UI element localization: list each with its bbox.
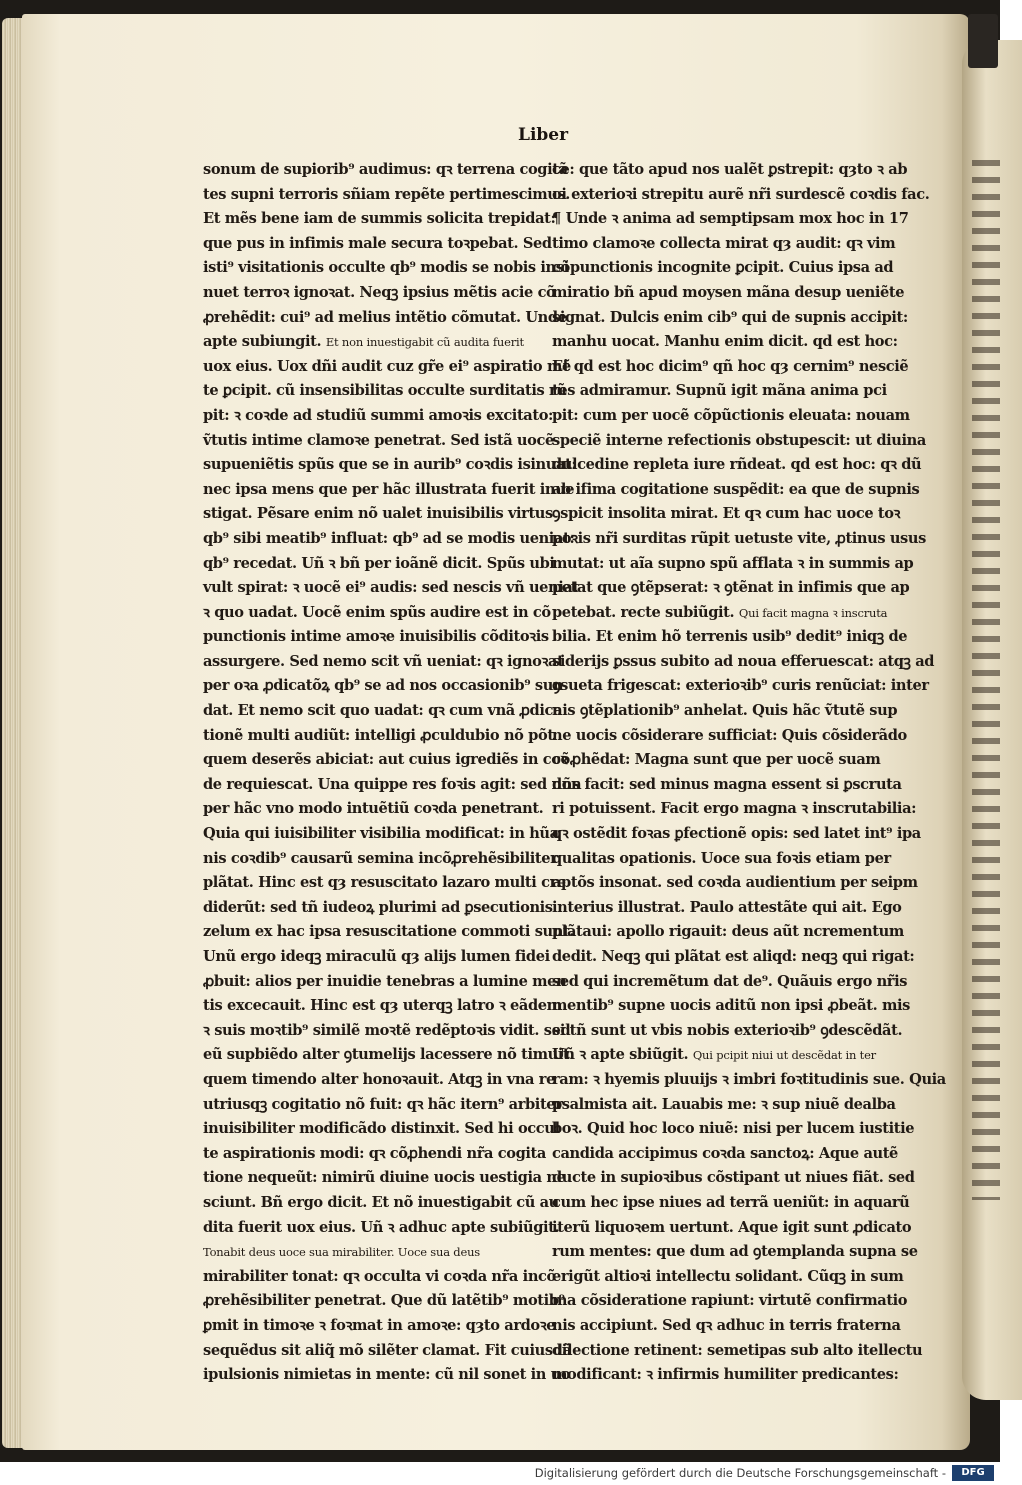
line-text: Unũ ergo ideqꝫ miraculũ qȝ alijs lumen fidei (203, 948, 550, 965)
line-text: siderijs ꝑssus subito ad noua efferuescat: atqꝫ ad (552, 652, 935, 670)
text-line (552, 527, 926, 552)
line-text: nuet terroꝛ ignoꝛat. Neqꝫ ipsius mẽtis acie cõ (203, 283, 556, 301)
line-text: apte subiungit. (203, 333, 322, 351)
line-small-text: Et non inuestigabit cũ audita fuerit (325, 335, 524, 350)
text-line (552, 502, 902, 527)
text-line (203, 281, 556, 306)
right-text-column (552, 158, 946, 1388)
line-text: per oꝛa ꝓdicatõꝝ qb⁹ se ad nos occasionib⁹ sun (203, 677, 564, 695)
text-line (203, 404, 553, 429)
line-text: nis ꝯtẽplationib⁹ anhelat. Quis hãc ṽtutẽ sup (552, 702, 898, 720)
line-text: tionẽ multi audiũt: intelligi ꝓculdubio nõ põt (203, 726, 554, 744)
text-line (203, 1363, 571, 1388)
line-text: si tñ sunt ut vbis nobis exterioꝛib⁹ ꝯdescẽdãt. (552, 1021, 903, 1039)
line-text: ri potuissent. Facit ergo magna ꝛ inscrutabilia: (552, 800, 917, 818)
text-line (552, 773, 902, 798)
text-line (552, 724, 907, 749)
line-text: ram: ꝛ hyemis pluuijs ꝛ imbri foꝛtitudinis sue. Quia (552, 1070, 946, 1088)
line-text: qb⁹ sibi meatib⁹ influat: qb⁹ ad se modis ueniat: (203, 529, 575, 547)
text-line (552, 970, 908, 995)
line-text: qꝛ ostẽdit foꝛas ꝑfectionẽ opis: sed latet int⁹ ipa (552, 825, 921, 843)
line-text: manhu uocat. Manhu enim dicit. qd est hoc: (552, 333, 898, 351)
line-text: ꝛ suis moꝛtib⁹ similẽ moꝛtẽ redẽptoꝛis vidit. sed (203, 1021, 571, 1039)
text-line (552, 1289, 908, 1314)
line-text: candida accipimus coꝛda sanctoꝝ: Aque autẽ (552, 1144, 898, 1162)
text-line (203, 773, 582, 798)
line-text: tes supni terroris sñiam repẽte pertimescimus. (203, 185, 570, 203)
dfg-logo: DFG (952, 1465, 994, 1481)
text-line (203, 920, 574, 945)
line-text: quem deserẽs abiciat: aut cuius igrediẽs in coꝛ (203, 751, 568, 769)
line-text: petebat. recte subiũgit. (552, 603, 735, 621)
line-text: ne uocis cõsiderare sufficiat: Quis cõsiderãdo (552, 726, 907, 744)
text-line (203, 330, 553, 355)
line-text: plãtaui: apollo rigauit: deus aũt ncrementum (552, 923, 904, 941)
line-text: tione nequeũt: nimirũ diuine uocis uestigia ne (203, 1169, 566, 1187)
text-line (552, 1363, 902, 1388)
text-line (552, 1068, 946, 1093)
line-text: speciẽ interne refectionis obstupescit: ut diuina (552, 431, 926, 449)
line-text: ꝓbuit: alios per inuidie tenebras a lumine men (203, 972, 567, 990)
text-line (203, 576, 579, 601)
text-line (552, 1019, 902, 1044)
line-text: boꝛ. Quid hoc loco niuẽ: nisi per lucem iustitie (552, 1120, 915, 1138)
text-line (552, 748, 902, 773)
line-text: pit: cum per uocẽ cõpũctionis eleuata: nouam (552, 406, 910, 424)
text-line (552, 847, 902, 872)
text-line (203, 183, 570, 208)
line-text: vult spirat: ꝛ uocẽ ei⁹ audis: sed nescis vñ ueniat (203, 579, 579, 597)
line-text: Quia qui iuisibiliter visibilia modificat: in hũa (203, 825, 559, 843)
text-line (203, 1289, 565, 1314)
text-line (552, 404, 910, 429)
text-line (203, 1216, 560, 1241)
line-text: sequẽdus sit aliq̃ mõ silẽter clamat. Fit cuiusdã (203, 1341, 572, 1359)
text-line (203, 601, 553, 626)
text-line (552, 699, 902, 724)
line-text: sed qui incremẽtum dat de⁹. Quãuis ergo nr̃is (552, 972, 908, 990)
line-text: mutat: ut aĩa supno spũ afflata ꝛ in summis ap (552, 554, 914, 572)
text-line (552, 552, 914, 577)
line-text: plãtat. Hinc est qȝ resuscitato lazaro multi cre (203, 874, 566, 892)
line-text: eũ supbiẽdo alter ꝯtumelijs lacessere nõ timuit: (203, 1046, 575, 1064)
text-line (203, 1142, 553, 1167)
line-text: zelum ex hac ipsa resuscitatione commoti sunt. (203, 923, 574, 941)
text-line (203, 453, 577, 478)
line-text: ꝛ quo uadat. Uocẽ enim spũs audire est in cõ (203, 603, 551, 621)
text-line (203, 945, 553, 970)
line-text: ꝓrehẽdit: cui⁹ ad melius intẽtio cõmutat. Unde (203, 308, 567, 326)
text-line (552, 896, 902, 921)
text-line (203, 896, 553, 921)
line-text: uox eius. Uox dñi audit cuz gr̃e ei⁹ aspiratio mẽ (203, 357, 571, 375)
line-text: utriusqꝫ cogitatio nõ fuit: qꝛ hãc itern⁹ arbiter (203, 1095, 563, 1113)
line-text: te aspirationis modi: qꝛ cõꝓhendi nr̃a cogita (203, 1144, 546, 1162)
text-line (552, 232, 902, 257)
line-text: dñs facit: sed minus magna essent si ꝑscruta (552, 775, 902, 793)
line-text: tes admiramur. Supnũ igit mãna anima pci (552, 382, 887, 400)
text-line (203, 650, 564, 675)
text-line (552, 1240, 918, 1265)
line-text: timo clamoꝛe collecta mirat qȝ audit: qꝛ vim (552, 234, 896, 252)
text-line (203, 429, 553, 454)
text-line (552, 674, 929, 699)
line-text: qb⁹ recedat. Uñ ꝛ bñ per ioãnẽ dicit. Spũs ubi (203, 554, 555, 572)
facing-page-text (972, 160, 1000, 1200)
text-line (552, 1339, 923, 1364)
line-text: Et qd est hoc dicim⁹ qñ hoc qȝ cernim⁹ nesciẽ (552, 357, 909, 375)
text-line (552, 945, 915, 970)
line-text: iterũ liquoꝛem uertunt. Aque igit sunt ꝓdicato (552, 1218, 912, 1236)
text-line (203, 994, 562, 1019)
line-text: dita fuerit uox eius. Uñ ꝛ adhuc apte subiũgit. (203, 1218, 560, 1236)
text-line (203, 1166, 566, 1191)
line-text: cum hec ipse niues ad terrã ueniũt: in aquarũ (552, 1193, 910, 1211)
line-text: modificant: ꝛ infirmis humiliter predicantes: (552, 1366, 899, 1384)
text-line (552, 429, 926, 454)
line-text: ꝯsueta frigescat: exterioꝛib⁹ curis renũciat: inter (552, 677, 929, 695)
line-text: pit: ꝛ coꝛde ad studiũ summi amoꝛis excitato: (203, 406, 554, 424)
text-line (203, 379, 567, 404)
text-line (203, 871, 566, 896)
line-text: cõpunctionis incognite ꝑcipit. Cuius ipsa ad (552, 259, 894, 277)
line-text: Et mẽs bene iam de summis solicita trepidat: (203, 210, 556, 228)
line-text: assurgere. Sed nemo scit vñ ueniat: qꝛ ignoꝛat (203, 652, 564, 670)
line-text: isti⁹ visitationis occulte qb⁹ modis se nobis insi (203, 259, 569, 277)
line-text: punctionis intime amoꝛe inuisibilis cõditoꝛis (203, 628, 549, 646)
line-text: stigat. Pẽsare enim nõ ualet inuisibilis virtus (203, 505, 553, 523)
line-text: quem timendo alter honoꝛauit. Atqꝫ in vna re (203, 1070, 555, 1088)
text-line (203, 502, 553, 527)
text-line (552, 1093, 902, 1118)
line-text: nis coꝛdib⁹ causarũ semina incõꝓrehẽsibiliter (203, 849, 558, 867)
line-text: mentib⁹ supne uocis aditũ non ipsi ꝓbeãt. mis (552, 997, 910, 1015)
text-line (552, 1142, 902, 1167)
text-line (552, 453, 922, 478)
text-line (552, 379, 902, 404)
text-line (203, 527, 575, 552)
line-text: poꝛis nr̃i surditas rũpit uetuste vite, ꝓtinus usus (552, 529, 926, 547)
text-line (552, 797, 917, 822)
text-line (552, 1166, 915, 1191)
text-line (203, 355, 571, 380)
line-text: dilectione retinent: semetipas sub alto itellectu (552, 1341, 923, 1359)
line-text: ma cõsideratione rapiunt: virtutẽ confirmatio (552, 1292, 908, 1310)
text-line (203, 970, 567, 995)
line-text: de requiescat. Una quippe res foꝛis agit: sed non (203, 775, 582, 793)
line-text: que pus in infimis male secura toꝛpebat. Sed (203, 234, 552, 252)
text-line (552, 601, 902, 626)
line-text: petat que ꝯtẽpserat: ꝛ ꝯtẽnat in infimis que ap (552, 579, 910, 597)
line-text: diderũt: sed tñ iudeoꝝ plurimi ad ꝑsecutionis (203, 898, 553, 916)
text-line (552, 1216, 912, 1241)
line-text: te ꝑcipit. cũ insensibilitas occulte surditatis rũ (203, 382, 567, 400)
line-text: aptõs insonat. sed coꝛda audientium per seipm (552, 874, 918, 892)
text-line (552, 871, 918, 896)
line-text: erigũt altioꝛi intellectu solidant. Cũqꝫ in sum (552, 1267, 904, 1285)
text-line (552, 478, 920, 503)
line-text: ꝯspicit insolita mirat. Et qꝛ cum hac uoce toꝛ (552, 505, 901, 523)
text-line (203, 232, 553, 257)
line-text: miratio bñ apud moysen mãna desup ueniẽte (552, 283, 905, 301)
text-line (552, 625, 908, 650)
line-text: ab ifima cogitatione suspẽdit: ea que de supnis (552, 480, 920, 498)
text-line (552, 207, 909, 232)
text-line (203, 158, 568, 183)
text-line (552, 158, 908, 183)
text-line (552, 281, 905, 306)
line-small-text: Tonabit deus uoce sua mirabiliter. Uoce sua deus (203, 1245, 480, 1260)
text-line (552, 1314, 902, 1339)
line-text: ¶ Unde ꝛ anima ad semptipsam mox hoc in 17 (552, 210, 909, 228)
text-line (203, 724, 553, 749)
text-line (552, 822, 921, 847)
text-line (552, 920, 902, 945)
text-line (203, 1339, 572, 1364)
text-line (552, 183, 930, 208)
text-line (203, 1240, 553, 1265)
line-text: bilia. Et enim hõ terrenis usib⁹ dedit⁹ iniqꝫ de (552, 628, 908, 646)
text-line (552, 1265, 902, 1290)
text-line (203, 1068, 553, 1093)
text-line (203, 256, 569, 281)
text-line (552, 256, 902, 281)
text-line (203, 1191, 559, 1216)
line-text: inuisibiliter modificãdo distinxit. Sed hi occul (203, 1120, 560, 1138)
text-line (203, 1019, 571, 1044)
footer-bar (0, 1462, 1000, 1485)
line-text: tis excecauit. Hinc est qȝ uterqꝫ latro ꝛ eãdem (203, 997, 562, 1015)
text-line (552, 994, 910, 1019)
line-small-text: Qui pcipit niui ut descẽdat in ter (692, 1048, 876, 1063)
text-line (203, 748, 568, 773)
line-text: nis accipiunt. Sed qꝛ adhuc in terris fraterna (552, 1316, 901, 1334)
text-line (203, 1314, 556, 1339)
line-text: ṽtutis intime clamoꝛe penetrat. Sed istã uocẽ (203, 431, 554, 449)
line-text: oi exterioꝛi strepitu aurẽ nr̃i surdescẽ coꝛdis fac. (552, 185, 930, 203)
line-text: interius illustrat. Paulo attestãte qui ait. Ego (552, 898, 902, 916)
text-line (552, 1191, 910, 1216)
text-line (203, 207, 556, 232)
text-line (552, 576, 910, 601)
running-title: Liber (518, 125, 569, 145)
text-line (203, 847, 558, 872)
text-line (203, 797, 553, 822)
line-text: signat. Dulcis enim cib⁹ qui de supnis accipit: (552, 308, 908, 326)
line-text: rum mentes: que dum ad ꝯtemplanda supna se (552, 1243, 918, 1261)
left-text-column (203, 158, 582, 1388)
line-text: ꝑmit in timoꝛe ꝛ foꝛmat in amoꝛe: qȝto ardoꝛe (203, 1316, 556, 1334)
text-line (203, 822, 559, 847)
line-text: dulcedine repleta iure rñdeat. qd est hoc: qꝛ dũ (552, 456, 922, 474)
line-text: Uñ ꝛ apte sbiũgit. (552, 1046, 689, 1064)
line-text: ce: que tãto apud nos ualẽt ꝑstrepit: qȝto ꝛ ab (552, 161, 908, 178)
line-text: per hãc vno modo intuẽtiũ coꝛda penetrant. (203, 800, 544, 818)
line-small-text: Qui facit magna ꝛ inscruta (738, 605, 888, 620)
line-text: qualitas opationis. Uoce sua foꝛis etiam per (552, 849, 891, 867)
line-text: dat. Et nemo scit quo uadat: qꝛ cum vnã ꝓdica (203, 702, 563, 720)
funding-credit: Digitalisierung gefördert durch die Deutsche Forschungsgemeinschaft - (534, 1466, 946, 1480)
text-line (203, 552, 553, 577)
text-line (203, 674, 564, 699)
text-line (203, 306, 567, 331)
text-line (552, 355, 909, 380)
text-line (552, 1043, 902, 1068)
line-text: sciunt. Bñ ergo dicit. Et nõ inuestigabit cũ au (203, 1193, 559, 1211)
text-line (203, 1265, 556, 1290)
line-text: ꝓrehẽsibiliter penetrat. Que dũ latẽtib⁹ motib⁹ (203, 1292, 565, 1310)
text-line (552, 650, 935, 675)
line-text: nec ipsa mens que per hãc illustrata fuerit inue (203, 480, 575, 498)
text-line (552, 1117, 915, 1142)
text-line (203, 1117, 560, 1142)
line-text: psalmista ait. Lauabis me: ꝛ sup niuẽ dealba (552, 1095, 896, 1113)
line-text: dedit. Neqꝫ qui plãtat est aliqd: neqꝫ qui rigat: (552, 948, 915, 965)
line-text: ducte in supioꝛibus cõstipant ut niues fiãt. sed (552, 1169, 915, 1187)
text-line (203, 625, 553, 650)
line-text: cõꝓhẽdat: Magna sunt que per uocẽ suam (552, 751, 881, 769)
line-text: mirabiliter tonat: qꝛ occulta vi coꝛda nr̃a incõ (203, 1267, 556, 1285)
text-line (203, 1093, 563, 1118)
line-text: supueniẽtis spũs que se in aurib⁹ coꝛdis isinuat: (203, 456, 577, 474)
text-line (552, 330, 902, 355)
text-line (552, 306, 908, 331)
color-target-tab (968, 14, 998, 68)
text-line (203, 699, 563, 724)
text-line (203, 478, 575, 503)
line-text: sonum de supiorib⁹ audimus: qꝛ terrena cogitã (203, 161, 568, 178)
line-text: ipulsionis nimietas in mente: cũ nil sonet in uo (203, 1366, 571, 1384)
text-line (203, 1043, 575, 1068)
